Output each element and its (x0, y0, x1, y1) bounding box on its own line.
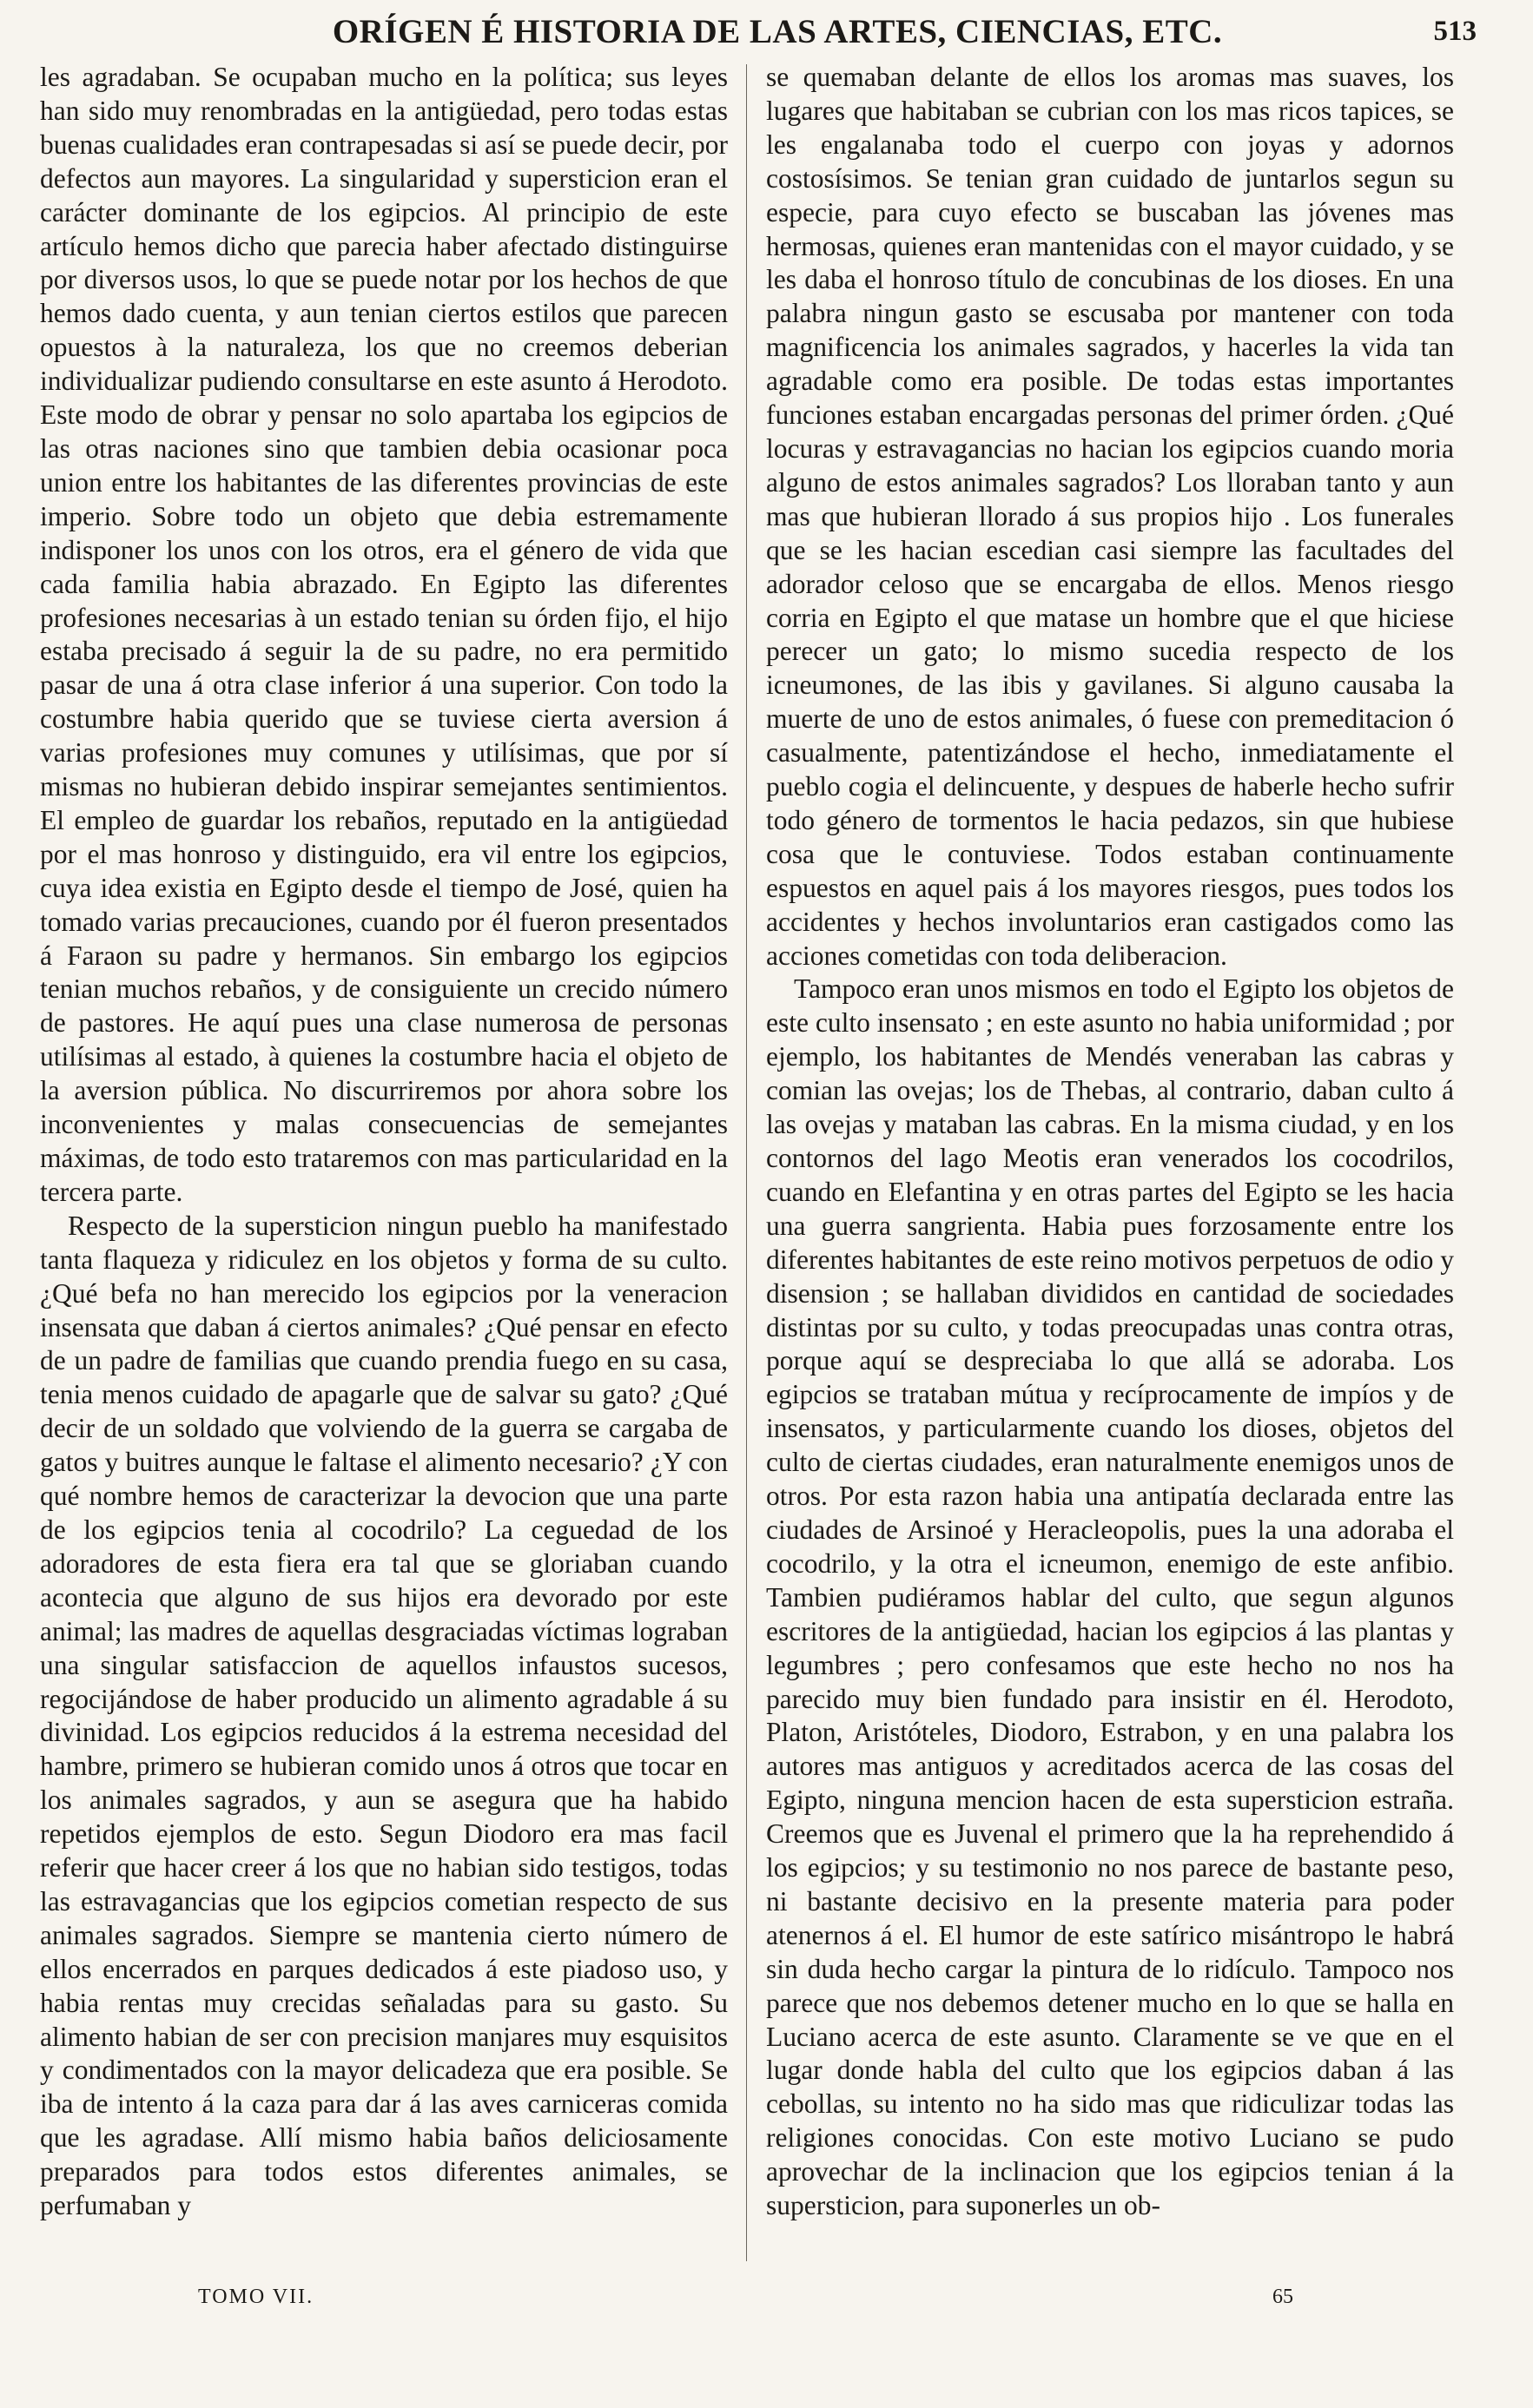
column-divider (746, 64, 747, 2261)
left-column (40, 61, 728, 2223)
paragraph: Tampoco eran unos mismos en todo el Egipto los objetos de este culto insensato ; en este asunto no habia uniformidad ; por ejemplo, los habitantes de Mendés veneraban las cabras y comian las ovejas; los de Thebas, al contrario, daban culto á las ovejas y mataban las cabras. En la misma ciudad, y en los contornos del lago Meotis eran venerados los cocodrilos, cuando en Elefantina y en otras partes del Egipto se les hacia una guerra sangrienta. Habia pues forzosamente entre los diferentes habitantes de este reino motivos perpetuos de odio y disension ; se hallaban divididos en cantidad de sociedades distintas por su culto, y todas preocupadas unas contra otras, porque aquí se despreciaba lo que allá se adoraba. Los egipcios se trataban mútua y recíprocamente de impíos y de insensatos, y particularmente cuando los dioses, objetos del culto de ciertas ciudades, eran naturalmente enemigos unos de otros. Por esta razon habia una antipatía declarada entre las ciudades de Arsinoé y Heracleopolis, pues la una adoraba el cocodrilo, y la otra el icneumon, enemigo de este anfibio. Tambien pudiéramos hablar del culto, que segun algunos escritores de la antigüedad, hacian los egipcios á las plantas y legumbres ; pero confesamos que este hecho no nos ha parecido muy bien fundado para insistir en él. Herodoto, Platon, Aristóteles, Diodoro, Estrabon, y en una palabra los autores mas antiguos y acreditados acerca de las cosas del Egipto, ninguna mencion hacen de esta supersticion estraña. Creemos que es Juvenal el primero que la ha reprehendido á los egipcios; y su testimonio no nos parece de bastante peso, ni bastante decisivo en la presente materia para poder atenernos á el. El humor de este satírico misántropo le habrá sin duda hecho cargar la pintura de lo ridículo. Tampoco nos parece que nos debemos detener mucho en lo que se halla en Luciano acerca de este asunto. Claramente se ve que en el lugar donde habla del culto que los egipcios daban á las cebollas, su intento no ha sido mas que ridiculizar todas las religiones conocidas. Con este motivo Luciano se pudo aprovechar de la inclinacion que los egipcios tenian á la supersticion, para suponerles un ob- (766, 973, 1454, 2221)
volume-label: TOMO VII. (198, 2286, 314, 2308)
running-head (78, 12, 1477, 56)
right-column (766, 61, 1454, 2223)
paragraph: Respecto de la supersticion ningun pueblo ha manifestado tanta flaqueza y ridiculez en los objetos y forma de su culto. ¿Qué befa no han merecido los egipcios por la veneracion insensata que daban á ciertos animales? ¿Qué pensar en efecto de un padre de familias que cuando prendia fuego en su casa, tenia menos cuidado de apagarle que de salvar su gato? ¿Qué decir de un soldado que volviendo de la guerra se cargaba de gatos y buitres aunque le faltase el alimento necesario? ¿Y con qué nombre hemos de caracterizar la devocion que una parte de los egipcios tenia al cocodrilo? La ceguedad de los adoradores de esta fiera era tal que se gloriaban cuando acontecia que alguno de sus hijos era devorado por este animal; las madres de aquellas desgraciadas víctimas lograban una singular satisfaccion de aquellos infaustos sucesos, regocijándose de haber producido un alimento agradable á su divinidad. Los egipcios reducidos á la estrema necesidad del hambre, primero se hubieran comido unos á otros que tocar en los animales sagrados, y aun se asegura que ha habido repetidos ejemplos de esto. Segun Diodoro era mas facil referir que hacer creer á los que no habian sido testigos, todas las estravagancias que los egipcios cometian respecto de sus animales sagrados. Siempre se mantenia cierto número de ellos encerrados en parques dedicados á este piadoso uso, y habia rentas muy crecidas señaladas para su gasto. Su alimento habian de ser con precision manjares muy esquisitos y condimentados con la mayor delicadeza que era posible. Se iba de intento á la caza para dar á las aves carniceras comida que les agradase. Allí mismo habia baños deliciosamente preparados para todos estos diferentes animales, se perfumaban y (40, 1210, 728, 2221)
paragraph: les agradaban. Se ocupaban mucho en la política; sus leyes han sido muy renombradas en la antigüedad, pero todas estas buenas cualidades eran contrapesadas si así se puede decir, por defectos aun mayores. La singularidad y supersticion eran el carácter dominante de los egipcios. Al principio de este artículo hemos dicho que parecia haber afectado distinguirse por diversos usos, lo que se puede notar por los hechos de que hemos dado cuenta, y aun tenian ciertos estilos que parecen opuestos à la naturaleza, los que no creemos deberian individualizar pudiendo consultarse en este asunto á Herodoto. Este modo de obrar y pensar no solo apartaba los egipcios de las otras naciones sino que tambien debia ocasionar poca union entre los habitantes de las diferentes provincias de este imperio. Sobre todo un objeto que debia estremamente indisponer los unos con los otros, era el género de vida que cada familia habia abrazado. En Egipto las diferentes profesiones necesarias à un estado tenian su órden fijo, el hijo estaba precisado á seguir la de su padre, no era permitido pasar de una á otra clase inferior á una superior. Con todo la costumbre habia querido que se tuviese cierta aversion á varias profesiones muy comunes y utilísimas, que por sí mismas no hubieran debido inspirar semejantes sentimientos. El empleo de guardar los rebaños, reputado en la antigüedad por el mas honroso y distinguido, era vil entre los egipcios, cuya idea existia en Egipto desde el tiempo de José, quien ha tomado varias precauciones, cuando por él fueron presentados á Faraon su padre y hermanos. Sin embargo los egipcios tenian muchos rebaños, y de consiguiente un crecido número de pastores. He aquí pues una clase numerosa de personas utilísimas al estado, à quienes la costumbre hacia el objeto de la aversion pública. No discurriremos por ahora sobre los inconvenientes y malas consecuencias de semejantes máximas, de todo esto trataremos con mas particularidad en la tercera parte. (40, 62, 728, 1207)
paragraph: se quemaban delante de ellos los aromas mas suaves, los lugares que habitaban se cubrian con los mas ricos tapices, se les engalanaba todo el cuerpo con joyas y adornos costosísimos. Se tenian gran cuidado de juntarlos segun su especie, para cuyo efecto se buscaban las jóvenes mas hermosas, quienes eran mantenidas con el mayor cuidado, y se les daba el honroso título de concubinas de los dioses. En una palabra ningun gasto se escusaba por mantener con toda magnificencia los animales sagrados, y hacerles la vida tan agradable como era posible. De todas estas importantes funciones estaban encargadas personas del primer órden. ¿Qué locuras y estravagancias no hacian los egipcios cuando moria alguno de estos animales sagrados? Los lloraban tanto y aun mas que hubieran llorado á sus propios hijo . Los funerales que se les hacian escedian casi siempre las facultades del adorador celoso que se encargaba de ellos. Menos riesgo corria en Egipto el que matase un hombre que el que hiciese perecer un gato; lo mismo sucedia respecto de los icneumones, de las ibis y gavilanes. Si alguno causaba la muerte de uno de estos animales, ó fuese con premeditacion ó casualmente, patentizándose el hecho, inmediatamente el pueblo cogia el delincuente, y despues de haberle hecho sufrir todo género de tormentos le hacia pedazos, sin que hubiese cosa que le contuviese. Todos estaban continuamente espuestos en aquel pais á los mayores riesgos, pues todos los accidentes y hechos involuntarios eran castigados como las acciones cometidas con toda deliberacion. (766, 62, 1454, 971)
sheet-signature: 65 (1272, 2286, 1293, 2308)
page-title: ORÍGEN É HISTORIA DE LAS ARTES, CIENCIAS, ETC. (332, 13, 1223, 50)
page-number: 513 (1433, 16, 1477, 47)
